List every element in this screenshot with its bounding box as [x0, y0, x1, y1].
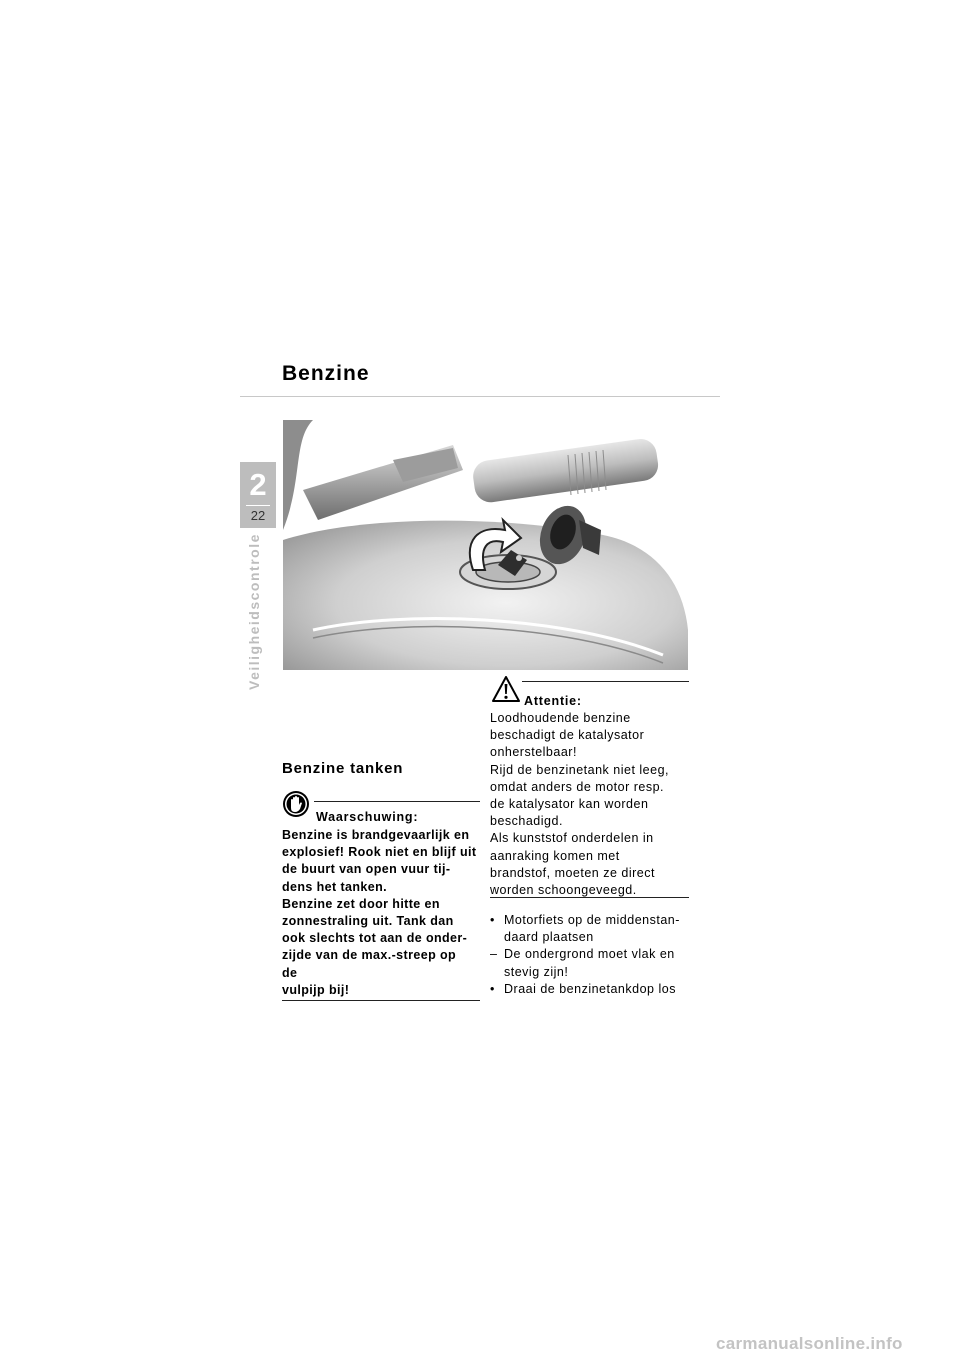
warning-top-rule	[314, 801, 480, 802]
attention-top-rule	[522, 681, 689, 682]
page-title: Benzine	[282, 362, 370, 385]
warning-text: Benzine is brandgevaarlijk en explosief! Rook niet en blijf uit de buurt van open vuur tij- dens het tanken. Benzine zet door hitte en zonnestraling uit. Tank dan ook slechts tot aan de onder- zijde van de max.-streep op de vulpijp bij!	[282, 828, 477, 997]
fuel-tank-cap-illustration	[283, 420, 688, 670]
warning-bottom-rule	[282, 1000, 480, 1001]
instruction-list	[490, 912, 695, 998]
list-item	[490, 946, 695, 980]
title-divider	[240, 396, 720, 397]
list-item	[490, 981, 695, 998]
chapter-tab-divider	[246, 505, 270, 506]
attention-bottom-rule	[490, 897, 689, 898]
watermark-link[interactable]: carmanualsonline.info	[716, 1334, 903, 1353]
warning-triangle-icon	[492, 676, 520, 703]
side-section-label: Veiligheidscontrole	[246, 533, 262, 690]
chapter-number: 2	[249, 467, 267, 502]
attention-label: Attentie:	[524, 694, 582, 708]
bullet-marker: •	[490, 981, 495, 996]
list-item	[490, 912, 695, 946]
warning-label: Waarschuwing:	[316, 810, 419, 824]
page-number: 22	[250, 508, 266, 523]
step-text: Motorfiets op de middenstan- daard plaatsen	[504, 913, 680, 945]
bullet-marker: •	[490, 913, 495, 927]
dash-marker: –	[490, 947, 498, 962]
section-heading: Benzine tanken	[282, 760, 404, 777]
attention-text: Loodhoudende benzine beschadigt de katalysator onherstelbaar! Rijd de benzinetank niet leeg, omdat anders de motor resp. de katalysator kan worden beschadigd. Als kunststof onderdelen in aanraking komen met brandstof, moeten ze direct worden schoongeveegd.	[490, 711, 670, 898]
hand-stop-icon	[282, 790, 310, 818]
chapter-tab	[240, 462, 276, 528]
step-text: De ondergrond moet vlak en stevig zijn!	[504, 947, 675, 979]
step-text: Draai de benzinetankdop los	[504, 981, 676, 996]
